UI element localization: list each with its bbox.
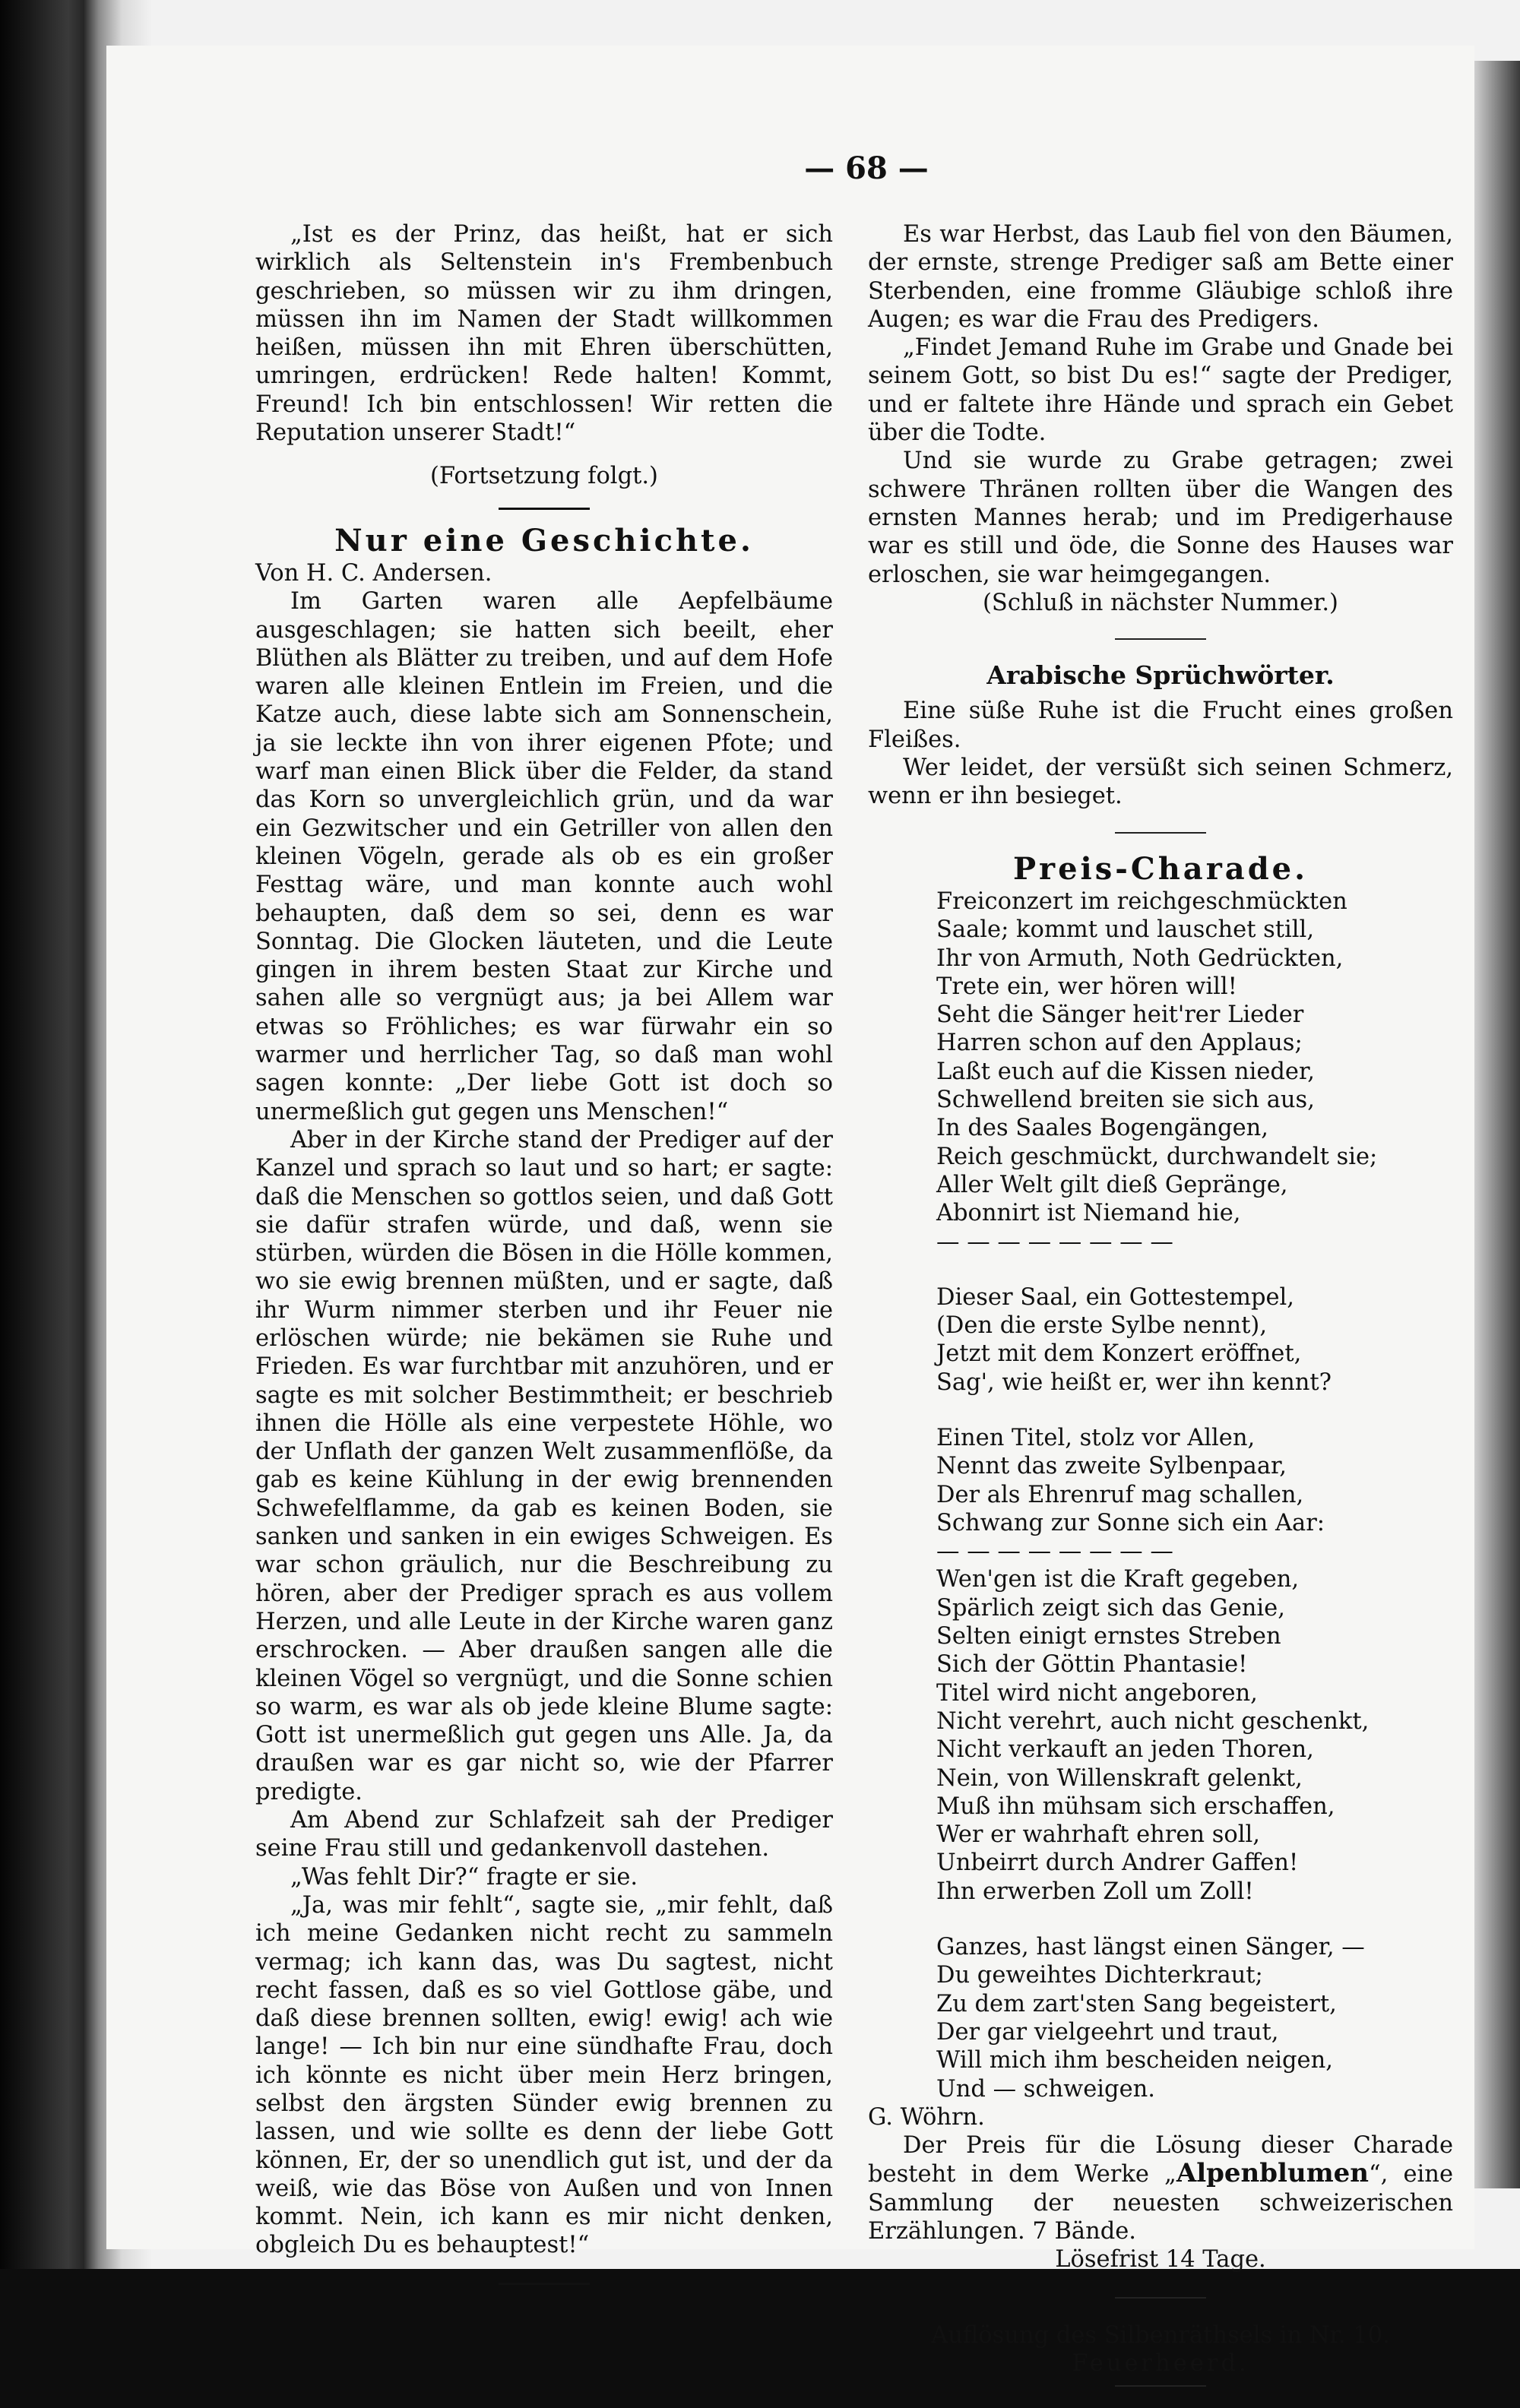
conclusion-note: (Schluß in nächster Nummer.) [983, 589, 1338, 616]
story-paragraph: „Ja, was mir fehlt“, sagte sie, „mir fehlt, daß ich meine Gedanken nicht recht zu sammeln vermag; ich kann das, was Du sagtest, nicht recht fassen, daß es so viel Gottlose gäbe, und daß diese brennen sollten, ewig! ewig! ach wie lange! — Ich bin nur eine sündhafte Frau, doch ich könnte es nicht über mein Herz bringen, selbst den ärgsten Sünder ewig brennen zu lassen, und wie sollte es denn der liebe Gott können, Er, der so unendlich gut ist, und der da weiß, wie das Böse von Außen und von Innen kommt. Nein, ich kann es mir nicht denken, obgleich Du es behauptest!“ [255, 1891, 833, 2259]
section-divider [1115, 638, 1206, 640]
poem-line: Dieser Saal, ein Gottestempel, [936, 1283, 1294, 1311]
poem-line: Aller Welt gilt dieß Gepränge, [936, 1171, 1288, 1198]
poem-line: (Den die erste Sylbe nennt), [936, 1312, 1268, 1340]
poem-line: Der gar vielgeehrt und traut, [936, 2018, 1279, 2046]
poem-line: Harren schon auf den Applaus; [936, 1030, 1303, 1057]
poem-line: — — — — — — — — [936, 1538, 1173, 1565]
poem-line: Nicht verehrt, auch nicht geschenkt, [936, 1707, 1370, 1735]
poem-line: Laßt euch auf die Kissen nieder, [936, 1058, 1315, 1085]
poem-line: Spärlich zeigt sich das Genie, [936, 1594, 1285, 1622]
solution-line: Auflösung des Silbenräthsels in Nr. 10. [931, 2321, 1390, 2349]
intro-paragraph: „Ist es der Prinz, das heißt, hat er sich wirklich als Seltenstein in's Frembenbuch geschrieben, so müssen wir zu ihm dringen, müssen ihn im Namen der Stadt willkommen heißen, müssen ihn mit Ehren überschütten, umringen, erdrücken! Rede halten! Kommt, Freund! Ich bin entschlossen! Wir retten die Reputation unserer Stadt!“ [255, 221, 833, 447]
proverb: Eine süße Ruhe ist die Frucht eines großen Fleißes. [868, 698, 1453, 753]
charade-title: Preis-Charade. [1012, 850, 1309, 887]
poem-line: Seht die Sänger heit'rer Lieder [936, 1001, 1304, 1029]
poem-line: Wer er wahrhaft ehren soll, [936, 1821, 1260, 1849]
poem-line: Ihr von Armuth, Noth Gedrückten, [936, 945, 1344, 972]
poem-line: Der als Ehrenruf mag schallen, [936, 1481, 1304, 1508]
story-byline: Von H. C. Andersen. [255, 559, 492, 587]
poem-line: Zu dem zart'sten Sang begeistert, [936, 1990, 1337, 2017]
charade-poem [936, 888, 1453, 2103]
story-title: Nur eine Geschichte. [334, 522, 754, 558]
proverbs-title: Arabische Sprüchwörter. [986, 660, 1335, 691]
poem-line: Saale; kommt und lauschet still, [936, 916, 1315, 944]
poem-line: Abonnirt ist Niemand hie, [936, 1200, 1241, 1227]
section-divider [1115, 2297, 1206, 2299]
poem-line: — — — — — — — — [936, 1228, 1173, 1255]
binding-shadow [1474, 61, 1520, 2188]
poem-line: Ganzes, hast längst einen Sänger, — [936, 1934, 1365, 1961]
poem-line: Muß ihn mühsam sich erschaffen, [936, 1793, 1335, 1820]
poem-stanza [936, 888, 1453, 1256]
prize-notice [868, 2131, 1453, 2245]
story-paragraph: Aber in der Kirche stand der Prediger auf der Kanzel und sprach so laut und so hart; er sagte: daß die Menschen so gottlos seien, und daß Gott sie dafür strafen würde, und daß, wenn sie stürben, würden die Bösen in die Hölle kommen, wo sie ewig brennen müßten, und er sagte, daß ihr Wurm nimmer sterben und ihr Feuer nie erlöschen würde; nie bekämen sie Ruhe und Frieden. Es war furchtbar mit anzuhören, und er sagte es mit solcher Bestimmtheit; er beschrieb ihnen die Hölle als eine verpestete Höhle, wo der Unflath der ganzen Welt zusammenflöße, da gab es keine Kühlung in der ewig brennenden Schwefelflamme, da gab es keinen Boden, sie sanken und sanken in ein ewiges Schweigen. Es war schon gräulich, nur die Beschreibung zu hören, aber der Prediger sprach es aus vollem Herzen, und alle Leute in der Kirche waren ganz erschrocken. — Aber draußen sangen alle die kleinen Vögel so vergnügt, und die Sonne schien so warm, es war als ob jede kleine Blume sagte: Gott ist unermeßlich gut gegen uns Alle. Ja, da draußen war es gar nicht so, wie der Pfarrer predigte. [255, 1126, 833, 1805]
poem-line: Titel wird nicht angeboren, [936, 1679, 1258, 1707]
poem-line: Nicht verkauft an jeden Thoren, [936, 1736, 1314, 1764]
poem-line: Unbeirrt durch Andrer Gaffen! [936, 1850, 1299, 1877]
poem-stanza [936, 1424, 1453, 1906]
continuation-note: (Fortsetzung folgt.) [430, 463, 658, 490]
poem-stanza [936, 1283, 1453, 1397]
story-paragraph: Es war Herbst, das Laub fiel von den Bäumen, der ernste, strenge Prediger saß am Bette einer Sterbenden, eine fromme Gläubige schloß ihre Augen; es war die Frau des Predigers. [868, 221, 1453, 333]
poem-line: Wen'gen ist die Kraft gegeben, [936, 1566, 1300, 1593]
poem-line: Sag', wie heißt er, wer ihn kennt? [936, 1369, 1332, 1396]
poem-line: Sich der Göttin Phantasie! [936, 1651, 1248, 1679]
poem-line: Nennt das zweite Sylbenpaar, [936, 1453, 1287, 1480]
story-paragraph: Im Garten waren alle Aepfelbäume ausgeschlagen; sie hatten sich beeilt, eher Blüthen als Blätter zu treiben, und auf dem Hofe waren alle kleinen Entlein im Freien, und die Katze auch, diese labte sich am Sonnenschein, ja sie leckte ihn von ihrer eigenen Pfote; und warf man einen Blick über die Felder, da stand das Korn so unvergleichlich grün, und da war ein Gezwitscher und ein Getriller von allen den kleinen Vögeln, gerade als ob es ein großer Festtag wäre, und man konnte auch wohl behaupten, daß dem so sei, denn es war Sonntag. Die Glocken läuteten, und die Leute gingen in ihrem besten Staat zur Kirche und sahen alle so vergnügt aus; ja bei Allem war etwas so Fröhliches; es war fürwahr ein so warmer und herrlicher Tag, so daß man wohl sagen konnte: „Der liebe Gott ist doch so unermeßlich gut gegen uns Menschen!“ [255, 588, 833, 1125]
story-paragraph: Und sie wurde zu Grabe getragen; zwei schwere Thränen rollten über die Wangen des ernsten Mannes herab; und im Predigerhause war es still und öde, die Sonne des Hauses war erloschen, sie war heimgegangen. [868, 448, 1453, 588]
page-number: — 68 — [804, 150, 929, 186]
poem-line: Du geweihtes Dichterkraut; [936, 1962, 1263, 1989]
poem-line: Schwang zur Sonne sich ein Aar: [936, 1509, 1325, 1536]
poem-stanza [936, 1933, 1453, 2103]
poem-line: Jetzt mit dem Konzert eröffnet, [936, 1340, 1302, 1368]
end-divider [1115, 2385, 1206, 2387]
poem-line: Selten einigt ernstes Streben [936, 1623, 1281, 1650]
charade-author: G. Wöhrn. [868, 2103, 985, 2131]
poem-line: Ihn erwerben Zoll um Zoll! [936, 1878, 1254, 1905]
story-paragraph: „Findet Jemand Ruhe im Grabe und Gnade bei seinem Gott, so bist Du es!“ sagte der Prediger, und er faltete ihre Hände und sprach ein Gebet über die Todte. [868, 334, 1453, 447]
section-divider [1115, 832, 1206, 834]
deadline: Lösefrist 14 Tage. [1055, 2246, 1266, 2274]
poem-line: Schwellend breiten sie sich aus, [936, 1087, 1315, 1114]
poem-line: Reich geschmückt, durchwandelt sie; [936, 1143, 1378, 1170]
prize-text: Der Preis für die Lösung dieser Charade besteht in dem Werke „ [868, 2132, 1453, 2188]
end-divider [499, 2283, 590, 2285]
prize-book-title: Alpenblumen [1176, 2158, 1370, 2189]
proverb: Wer leidet, der versüßt sich seinen Schmerz, wenn er ihn besieget. [868, 755, 1453, 810]
poem-line: Freiconzert im reichgeschmückten [936, 888, 1347, 915]
section-divider [499, 508, 590, 510]
left-column [255, 220, 833, 2302]
solution: Feuerheerd. [1072, 2349, 1249, 2377]
poem-line: In des Saales Bogengängen, [936, 1115, 1268, 1142]
story-paragraph: „Was fehlt Dir?“ fragte er sie. [290, 1863, 638, 1891]
poem-line: Will mich ihm bescheiden neigen, [936, 2047, 1333, 2074]
story-paragraph: Am Abend zur Schlafzeit sah der Prediger seine Frau still und gedankenvoll dastehen. [255, 1807, 833, 1862]
poem-line: Nein, von Willenskraft gelenkt, [936, 1764, 1303, 1792]
right-column [868, 220, 1453, 2408]
poem-line: Und — schweigen. [936, 2075, 1155, 2103]
prize-text: “, eine Sammlung der neuesten schweizerischen Erzählungen. 7 Bände. [868, 2161, 1453, 2245]
poem-line: Trete ein, wer hören will! [936, 973, 1237, 1000]
poem-line: Einen Titel, stolz vor Allen, [936, 1424, 1256, 1451]
